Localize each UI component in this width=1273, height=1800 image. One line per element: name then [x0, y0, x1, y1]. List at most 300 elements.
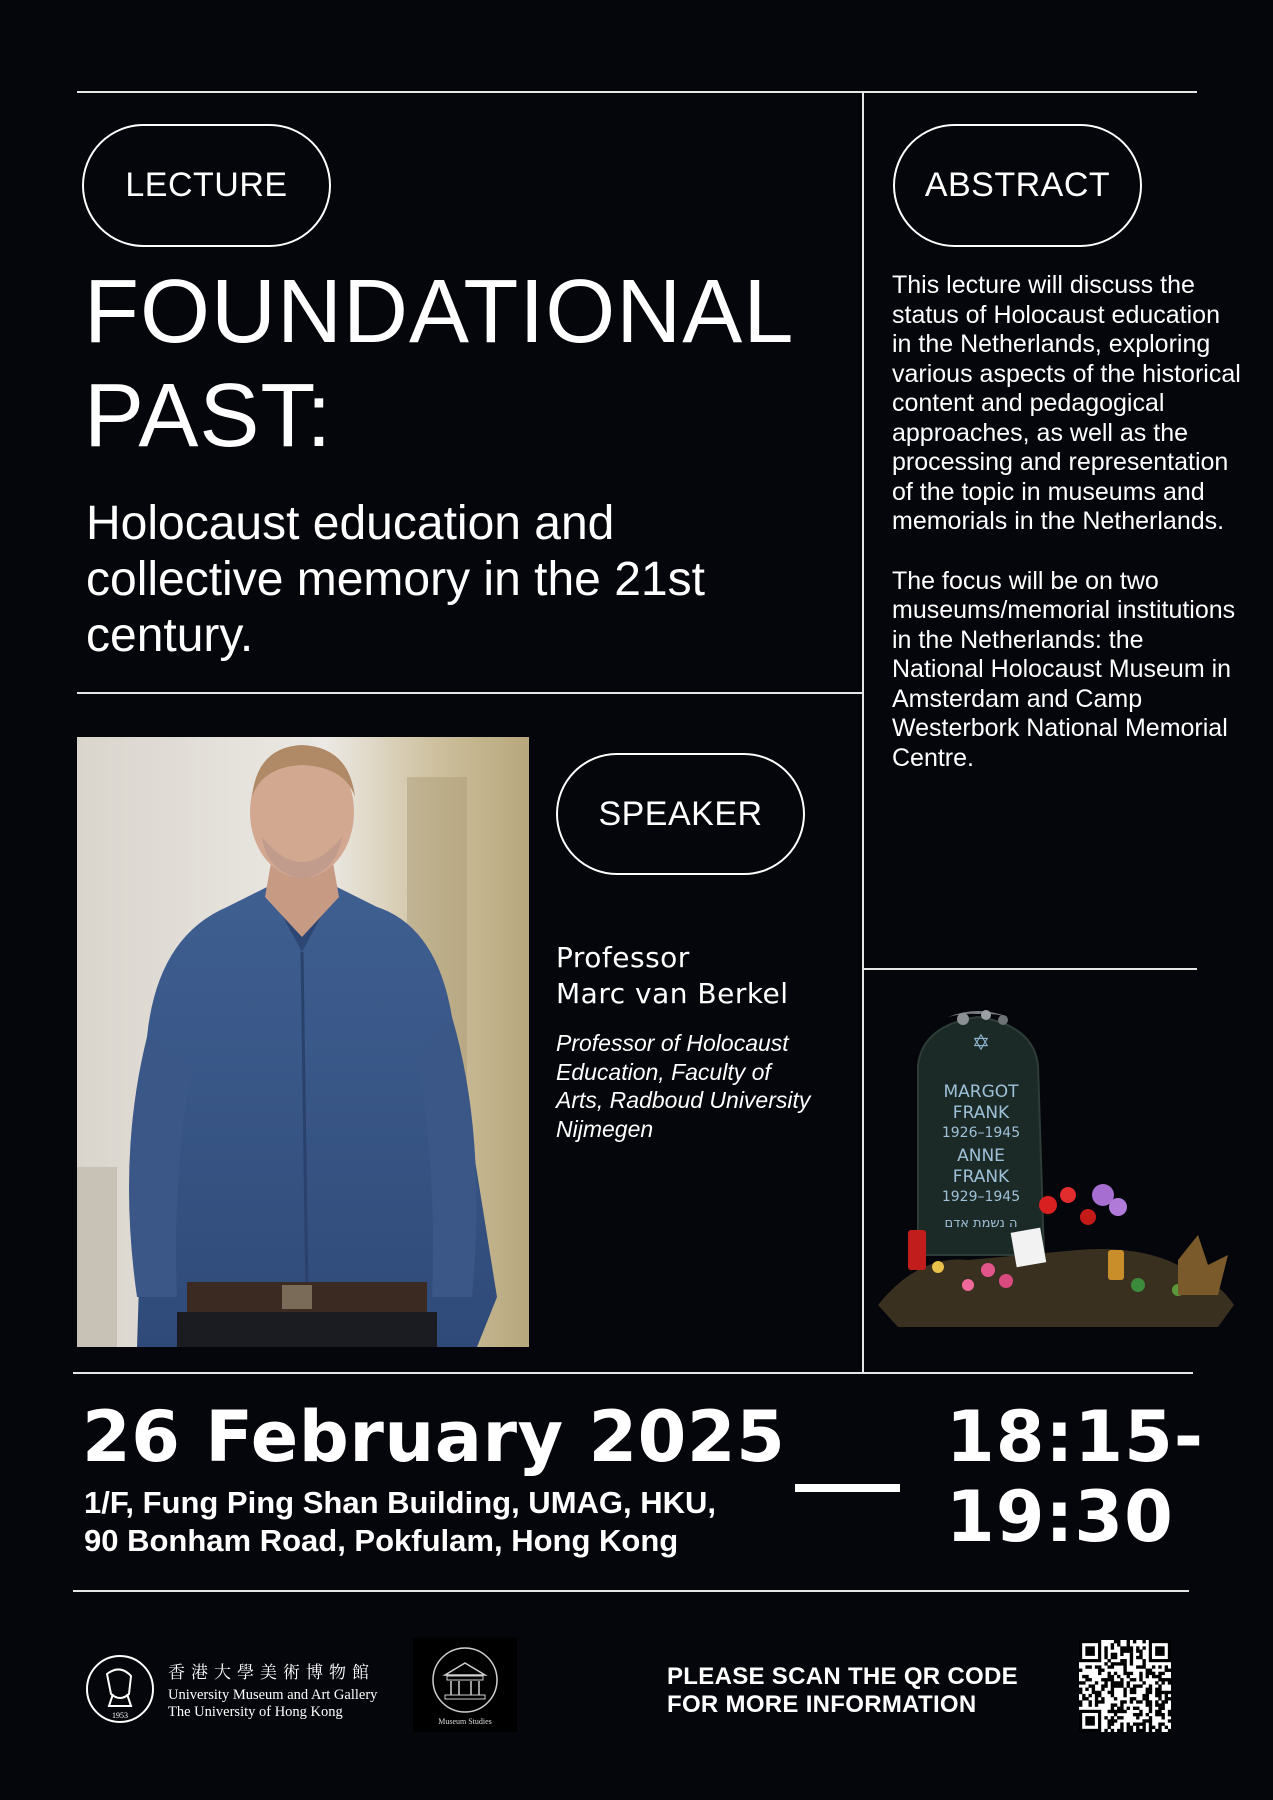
qr-module: [1133, 1640, 1136, 1643]
qr-module: [1146, 1691, 1149, 1694]
qr-module: [1089, 1700, 1092, 1703]
qr-module: [1155, 1694, 1158, 1697]
frank-gravestone-image: [878, 1005, 1234, 1327]
qr-module: [1101, 1684, 1104, 1687]
qr-module: [1085, 1665, 1088, 1668]
qr-module: [1149, 1703, 1152, 1706]
qr-module: [1161, 1722, 1164, 1725]
qr-module: [1168, 1691, 1171, 1694]
qr-module: [1101, 1697, 1104, 1700]
qr-module: [1142, 1729, 1145, 1732]
qr-module: [1142, 1681, 1145, 1684]
qr-module: [1123, 1665, 1126, 1668]
qr-module: [1079, 1688, 1082, 1691]
qr-module: [1149, 1716, 1152, 1719]
qr-module: [1108, 1726, 1111, 1729]
qr-module: [1168, 1713, 1171, 1716]
qr-module: [1142, 1726, 1145, 1729]
qr-module: [1111, 1653, 1114, 1656]
qr-module: [1161, 1703, 1164, 1706]
qr-module: [1139, 1722, 1142, 1725]
qr-module: [1168, 1719, 1171, 1722]
qr-module: [1146, 1675, 1149, 1678]
date-top-rule: [73, 1372, 1193, 1374]
qr-module: [1146, 1700, 1149, 1703]
qr-module: [1146, 1672, 1149, 1675]
qr-module: [1127, 1675, 1130, 1678]
qr-module: [1098, 1691, 1101, 1694]
qr-module: [1139, 1678, 1142, 1681]
qr-module: [1130, 1700, 1133, 1703]
qr-module: [1161, 1672, 1164, 1675]
qr-module: [1130, 1646, 1133, 1649]
qr-module: [1152, 1726, 1155, 1729]
qr-module: [1149, 1729, 1152, 1732]
qr-module: [1165, 1669, 1168, 1672]
qr-module: [1155, 1710, 1158, 1713]
grave-line-2: FRANK: [952, 1103, 1010, 1123]
abstract-text: [892, 271, 1242, 803]
museum-studies-label: Museum Studies: [438, 1716, 492, 1726]
qr-module: [1111, 1716, 1114, 1719]
qr-module: [1139, 1650, 1142, 1653]
qr-module: [1158, 1678, 1161, 1681]
qr-module: [1123, 1669, 1126, 1672]
qr-module: [1095, 1703, 1098, 1706]
qr-module: [1130, 1659, 1133, 1662]
qr-module: [1158, 1675, 1161, 1678]
qr-module: [1139, 1713, 1142, 1716]
qr-module: [1127, 1681, 1130, 1684]
abstract-paragraph-2: The focus will be on two museums/memorial institutions in the Netherlands: the National Holocaust Museum in Amsterdam and Camp Westerbork National Memorial Centre.: [892, 566, 1236, 772]
qr-module: [1155, 1691, 1158, 1694]
qr-module: [1155, 1713, 1158, 1716]
qr-module: [1127, 1672, 1130, 1675]
abstract-rule: [863, 968, 1197, 970]
qr-module: [1095, 1697, 1098, 1700]
qr-module: [1168, 1669, 1171, 1672]
qr-module: [1130, 1688, 1133, 1691]
qr-module: [1158, 1707, 1161, 1710]
qr-module: [1089, 1665, 1092, 1668]
qr-module: [1136, 1707, 1139, 1710]
qr-module: [1111, 1681, 1114, 1684]
qr-module: [1136, 1650, 1139, 1653]
speaker-portrait-illustration: [77, 737, 529, 1347]
umag-logo: [85, 1654, 155, 1724]
qr-module: [1146, 1669, 1149, 1672]
qr-module: [1149, 1707, 1152, 1710]
grave-line-5: FRANK: [952, 1167, 1010, 1187]
qr-module: [1120, 1650, 1123, 1653]
qr-module: [1165, 1697, 1168, 1700]
qr-module: [1139, 1656, 1142, 1659]
qr-module: [1104, 1650, 1107, 1653]
qr-module: [1127, 1722, 1130, 1725]
qr-module: [1136, 1729, 1139, 1732]
qr-module: [1120, 1684, 1123, 1687]
qr-module: [1111, 1656, 1114, 1659]
qr-module: [1120, 1678, 1123, 1681]
top-rule: [77, 91, 1197, 93]
qr-module: [1149, 1722, 1152, 1725]
qr-module: [1095, 1694, 1098, 1697]
qr-module: [1101, 1669, 1104, 1672]
abstract-tag: ABSTRACT: [893, 124, 1142, 247]
qr-module: [1136, 1722, 1139, 1725]
qr-module: [1114, 1640, 1117, 1643]
qr-module: [1149, 1688, 1152, 1691]
page-subtitle: Holocaust education and collective memory in the 21st century.: [86, 497, 705, 662]
qr-instruction: [667, 1663, 1067, 1719]
qr-module: [1136, 1646, 1139, 1649]
qr-module: [1111, 1703, 1114, 1706]
qr-module: [1098, 1665, 1101, 1668]
qr-module: [1123, 1691, 1126, 1694]
qr-module: [1117, 1729, 1120, 1732]
qr-module: [1117, 1643, 1120, 1646]
qr-module: [1133, 1691, 1136, 1694]
qr-module: [1136, 1656, 1139, 1659]
qr-module: [1168, 1710, 1171, 1713]
qr-module: [1161, 1678, 1164, 1681]
qr-module: [1120, 1681, 1123, 1684]
qr-module: [1130, 1726, 1133, 1729]
qr-module: [1139, 1710, 1142, 1713]
qr-module: [1127, 1729, 1130, 1732]
qr-module: [1165, 1691, 1168, 1694]
qr-module: [1117, 1716, 1120, 1719]
qr-module: [1158, 1691, 1161, 1694]
qr-module: [1120, 1700, 1123, 1703]
qr-module: [1114, 1662, 1117, 1665]
qr-module: [1155, 1703, 1158, 1706]
qr-module: [1120, 1659, 1123, 1662]
qr-module: [1092, 1691, 1095, 1694]
qr-module: [1127, 1640, 1130, 1643]
qr-module: [1111, 1707, 1114, 1710]
qr-module: [1152, 1665, 1155, 1668]
qr-module: [1104, 1716, 1107, 1719]
qr-module: [1161, 1707, 1164, 1710]
qr-module: [1133, 1707, 1136, 1710]
qr-module: [1130, 1653, 1133, 1656]
qr-module: [1136, 1665, 1139, 1668]
qr-module: [1108, 1659, 1111, 1662]
qr-module: [1139, 1665, 1142, 1668]
qr-module: [1165, 1678, 1168, 1681]
qr-instruction-line-2: FOR MORE INFORMATION: [667, 1691, 977, 1718]
lecture-tag: LECTURE: [82, 124, 331, 247]
qr-module: [1082, 1675, 1085, 1678]
qr-module: [1108, 1719, 1111, 1722]
event-date: 26 February 2025: [82, 1396, 786, 1478]
qr-module: [1142, 1646, 1145, 1649]
qr-module: [1161, 1691, 1164, 1694]
qr-module: [1079, 1700, 1082, 1703]
qr-module: [1142, 1722, 1145, 1725]
qr-module: [1158, 1688, 1161, 1691]
qr-module: [1127, 1726, 1130, 1729]
qr-module: [1136, 1700, 1139, 1703]
speaker-name-block: [556, 940, 836, 1012]
qr-module: [1133, 1713, 1136, 1716]
qr-module: [1158, 1713, 1161, 1716]
qr-module: [1127, 1650, 1130, 1653]
qr-module: [1142, 1640, 1145, 1643]
qr-module: [1114, 1656, 1117, 1659]
qr-module: [1120, 1707, 1123, 1710]
grave-line-6: 1929–1945: [941, 1189, 1021, 1205]
qr-module: [1117, 1662, 1120, 1665]
qr-module: [1149, 1719, 1152, 1722]
qr-module: [1158, 1726, 1161, 1729]
umag-name-chinese: 香港大學美術博物館: [168, 1663, 375, 1682]
qr-module: [1114, 1713, 1117, 1716]
qr-module: [1108, 1691, 1111, 1694]
qr-module: [1111, 1710, 1114, 1713]
qr-module: [1139, 1729, 1142, 1732]
speaker-tag: SPEAKER: [556, 753, 805, 875]
speaker-photo: [77, 737, 529, 1347]
qr-module: [1085, 1678, 1088, 1681]
qr-module: [1082, 1681, 1085, 1684]
event-time: [946, 1397, 1246, 1557]
qr-module: [1158, 1665, 1161, 1668]
qr-module: [1104, 1662, 1107, 1665]
qr-module: [1168, 1678, 1171, 1681]
qr-module: [1117, 1675, 1120, 1678]
qr-module: [1098, 1672, 1101, 1675]
qr-module: [1108, 1678, 1111, 1681]
grave-line-3: 1926–1945: [941, 1125, 1021, 1141]
title-line-2: PAST:: [84, 366, 333, 466]
qr-module: [1158, 1703, 1161, 1706]
qr-module: [1117, 1684, 1120, 1687]
qr-module: [1155, 1700, 1158, 1703]
qr-instruction-line-1: PLEASE SCAN THE QR CODE: [667, 1663, 1018, 1690]
qr-module: [1165, 1665, 1168, 1668]
qr-module: [1095, 1700, 1098, 1703]
qr-module: [1089, 1703, 1092, 1706]
qr-module: [1111, 1691, 1114, 1694]
grave-line-4: ANNE: [957, 1146, 1005, 1166]
qr-module: [1114, 1653, 1117, 1656]
grave-hebrew: ה נשמת אדם: [944, 1216, 1018, 1231]
qr-module: [1139, 1684, 1142, 1687]
qr-module: [1130, 1650, 1133, 1653]
qr-module: [1142, 1719, 1145, 1722]
qr-module: [1130, 1691, 1133, 1694]
qr-module: [1149, 1710, 1152, 1713]
qr-module: [1114, 1710, 1117, 1713]
qr-module: [1130, 1662, 1133, 1665]
speaker-title: Professor: [556, 941, 690, 974]
qr-module: [1123, 1694, 1126, 1697]
qr-module: [1101, 1678, 1104, 1681]
qr-module: [1104, 1656, 1107, 1659]
qr-module: [1079, 1703, 1082, 1706]
qr-module: [1127, 1684, 1130, 1687]
qr-module: [1120, 1646, 1123, 1649]
qr-module: [1111, 1662, 1114, 1665]
date-time-separator: [795, 1484, 900, 1492]
qr-module: [1161, 1700, 1164, 1703]
qr-module: [1111, 1665, 1114, 1668]
qr-module: [1079, 1691, 1082, 1694]
qr-module: [1146, 1703, 1149, 1706]
qr-module: [1165, 1694, 1168, 1697]
qr-module: [1133, 1678, 1136, 1681]
qr-module: [1117, 1707, 1120, 1710]
qr-module: [1146, 1688, 1149, 1691]
umag-logo-emblem: [85, 1654, 155, 1724]
qr-module: [1155, 1681, 1158, 1684]
qr-code[interactable]: [1079, 1640, 1171, 1732]
qr-module: [1114, 1703, 1117, 1706]
qr-module: [1165, 1700, 1168, 1703]
qr-finder: [1085, 1646, 1095, 1656]
qr-module: [1168, 1697, 1171, 1700]
qr-module: [1111, 1646, 1114, 1649]
qr-module: [1155, 1688, 1158, 1691]
qr-module: [1130, 1678, 1133, 1681]
qr-module: [1120, 1726, 1123, 1729]
qr-module: [1108, 1722, 1111, 1725]
qr-module: [1120, 1662, 1123, 1665]
qr-code-pattern[interactable]: [1079, 1640, 1171, 1732]
hku-name: The University of Hong Kong: [168, 1704, 343, 1720]
qr-module: [1085, 1688, 1088, 1691]
qr-module: [1158, 1684, 1161, 1687]
qr-module: [1108, 1675, 1111, 1678]
qr-module: [1158, 1710, 1161, 1713]
qr-module: [1142, 1662, 1145, 1665]
qr-module: [1139, 1653, 1142, 1656]
qr-module: [1152, 1675, 1155, 1678]
qr-module: [1079, 1669, 1082, 1672]
time-start: 18:15-: [946, 1396, 1204, 1478]
qr-module: [1123, 1672, 1126, 1675]
qr-module: [1120, 1710, 1123, 1713]
qr-module: [1120, 1703, 1123, 1706]
qr-module: [1146, 1697, 1149, 1700]
qr-module: [1111, 1719, 1114, 1722]
svg-text:✡: ✡: [971, 1031, 991, 1056]
qr-module: [1123, 1659, 1126, 1662]
qr-module: [1146, 1719, 1149, 1722]
qr-module: [1161, 1713, 1164, 1716]
qr-module: [1098, 1694, 1101, 1697]
qr-module: [1142, 1697, 1145, 1700]
qr-module: [1111, 1678, 1114, 1681]
qr-module: [1104, 1678, 1107, 1681]
qr-module: [1111, 1729, 1114, 1732]
qr-module: [1117, 1710, 1120, 1713]
museum-studies-logo: [413, 1638, 517, 1732]
qr-module: [1133, 1722, 1136, 1725]
qr-module: [1142, 1694, 1145, 1697]
qr-module: [1158, 1672, 1161, 1675]
qr-module: [1098, 1669, 1101, 1672]
qr-module: [1120, 1653, 1123, 1656]
page-title: [84, 260, 864, 468]
qr-module: [1101, 1688, 1104, 1691]
speaker-name: Marc van Berkel: [556, 977, 789, 1010]
qr-module: [1123, 1710, 1126, 1713]
qr-module: [1111, 1694, 1114, 1697]
grave-line-1: MARGOT: [943, 1082, 1019, 1102]
qr-module: [1133, 1697, 1136, 1700]
qr-module: [1114, 1684, 1117, 1687]
abstract-paragraph-1: This lecture will discuss the status of Holocaust education in the Netherlands, exploring various aspects of the historical content and pedagogical approaches, as well as the processing and representation of the topic in museums and memorials in the Netherlands.: [892, 271, 1241, 535]
qr-module: [1082, 1694, 1085, 1697]
venue-line-2: 90 Bonham Road, Pokfulam, Hong Kong: [84, 1523, 679, 1558]
qr-module: [1136, 1713, 1139, 1716]
qr-module: [1120, 1716, 1123, 1719]
qr-module: [1149, 1672, 1152, 1675]
qr-module: [1158, 1722, 1161, 1725]
qr-module: [1120, 1722, 1123, 1725]
qr-module: [1108, 1672, 1111, 1675]
qr-module: [1158, 1694, 1161, 1697]
qr-module: [1161, 1681, 1164, 1684]
qr-module: [1168, 1729, 1171, 1732]
qr-module: [1111, 1643, 1114, 1646]
qr-module: [1104, 1646, 1107, 1649]
qr-module: [1161, 1716, 1164, 1719]
qr-module: [1158, 1729, 1161, 1732]
qr-module: [1127, 1646, 1130, 1649]
qr-module: [1142, 1659, 1145, 1662]
qr-module: [1130, 1697, 1133, 1700]
qr-module: [1149, 1726, 1152, 1729]
qr-module: [1114, 1681, 1117, 1684]
qr-module: [1149, 1669, 1152, 1672]
qr-module: [1104, 1729, 1107, 1732]
title-line-1: FOUNDATIONAL: [84, 262, 795, 362]
speaker-role: Professor of Holocaust Education, Faculty of Arts, Radboud University Nijmegen: [556, 1030, 811, 1142]
qr-module: [1168, 1681, 1171, 1684]
qr-module: [1139, 1700, 1142, 1703]
qr-module: [1117, 1640, 1120, 1643]
qr-module: [1111, 1684, 1114, 1687]
qr-module: [1155, 1729, 1158, 1732]
qr-module: [1149, 1691, 1152, 1694]
time-end: 19:30: [946, 1476, 1174, 1558]
qr-module: [1098, 1700, 1101, 1703]
title-rule: [77, 692, 863, 694]
qr-module: [1142, 1665, 1145, 1668]
qr-module: [1149, 1684, 1152, 1687]
umag-logo-year: 1953: [112, 1711, 128, 1720]
qr-module: [1082, 1697, 1085, 1700]
qr-module: [1111, 1675, 1114, 1678]
qr-module: [1123, 1700, 1126, 1703]
qr-module: [1165, 1726, 1168, 1729]
date-bottom-rule: [73, 1590, 1189, 1592]
qr-module: [1139, 1675, 1142, 1678]
qr-module: [1111, 1722, 1114, 1725]
qr-module: [1092, 1684, 1095, 1687]
qr-module: [1085, 1675, 1088, 1678]
qr-module: [1149, 1700, 1152, 1703]
qr-module: [1104, 1684, 1107, 1687]
qr-module: [1146, 1713, 1149, 1716]
qr-module: [1114, 1719, 1117, 1722]
qr-module: [1108, 1665, 1111, 1668]
qr-module: [1092, 1688, 1095, 1691]
